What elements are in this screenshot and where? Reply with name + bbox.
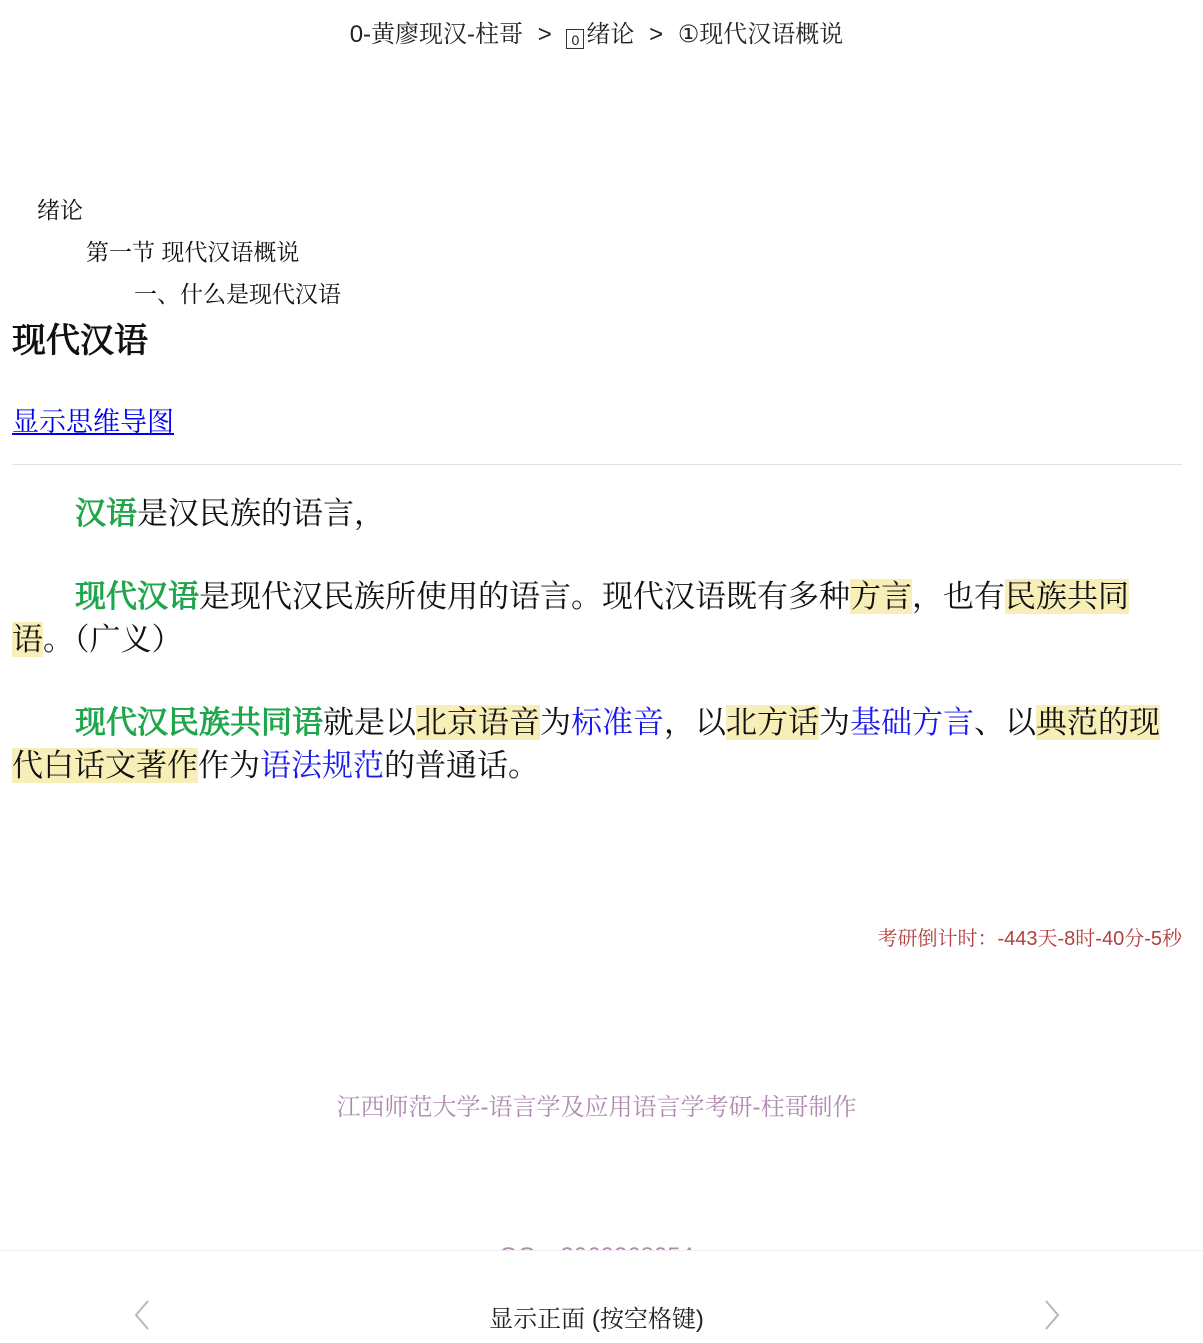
highlighted-term: 民族共同语 bbox=[12, 579, 1129, 657]
key-term: 汉语 bbox=[75, 496, 137, 531]
blue-term: 标准音 bbox=[571, 705, 664, 740]
show-mindmap-link[interactable]: 显示思维导图 bbox=[12, 407, 174, 437]
breadcrumb-separator: > bbox=[537, 21, 552, 48]
blue-term: 基础方言 bbox=[850, 705, 974, 740]
toc-level3: 一、什么是现代汉语 bbox=[134, 281, 341, 307]
breadcrumb-separator: > bbox=[649, 21, 664, 48]
breadcrumb-deck: 0-黄廖现汉-柱哥 bbox=[349, 21, 524, 48]
paragraph-text: 为 bbox=[819, 705, 850, 740]
breadcrumb-chapter: 绪论 bbox=[586, 21, 635, 48]
card-title: 现代汉语 bbox=[12, 322, 148, 360]
key-term: 现代汉民族共同语 bbox=[75, 705, 323, 740]
highlighted-term: 北京语音 bbox=[416, 705, 540, 740]
chapter-number-box-icon: 0 bbox=[566, 29, 584, 49]
chevron-right-icon[interactable] bbox=[1036, 1297, 1066, 1333]
breadcrumb bbox=[0, 14, 1193, 49]
paragraph-text: 为 bbox=[540, 705, 571, 740]
highlighted-term: 北方话 bbox=[726, 705, 819, 740]
blue-term: 语法规范 bbox=[260, 748, 384, 783]
paragraph-3 bbox=[12, 701, 1182, 787]
card-content bbox=[12, 492, 1182, 827]
key-term: 现代汉语 bbox=[75, 579, 199, 614]
highlighted-term: 方言 bbox=[850, 579, 912, 614]
paragraph-text: 。（广义） bbox=[43, 622, 183, 657]
exam-countdown: 考研倒计时：-443天-8时-40分-5秒 bbox=[877, 928, 1182, 950]
paragraph-1 bbox=[12, 492, 1182, 535]
divider bbox=[12, 464, 1182, 465]
show-front-button[interactable]: 显示正面 (按空格键) bbox=[489, 1306, 704, 1333]
paragraph-text: 是现代汉民族所使用的语言。现代汉语既有多种 bbox=[199, 579, 850, 614]
review-bottom-bar bbox=[0, 1250, 1203, 1343]
toc-level2: 第一节 现代汉语概说 bbox=[86, 239, 300, 265]
highlighted-term: 典范的现代白话文著作 bbox=[12, 705, 1160, 783]
footer-credit: 江西师范大学-语言学及应用语言学考研-柱哥制作 bbox=[336, 1094, 857, 1121]
toc-level1: 绪论 bbox=[37, 197, 83, 223]
paragraph-text: 、以 bbox=[974, 705, 1036, 740]
paragraph-text: 的普通话。 bbox=[384, 748, 539, 783]
paragraph-text: 就是以 bbox=[323, 705, 416, 740]
paragraph-text: ，也有 bbox=[912, 579, 1005, 614]
paragraph-text: 作为 bbox=[198, 748, 260, 783]
breadcrumb-section: ①现代汉语概说 bbox=[677, 21, 844, 48]
paragraph-text: ，以 bbox=[664, 705, 726, 740]
paragraph-2 bbox=[12, 575, 1182, 661]
paragraph-text: 是汉民族的语言， bbox=[137, 496, 385, 531]
